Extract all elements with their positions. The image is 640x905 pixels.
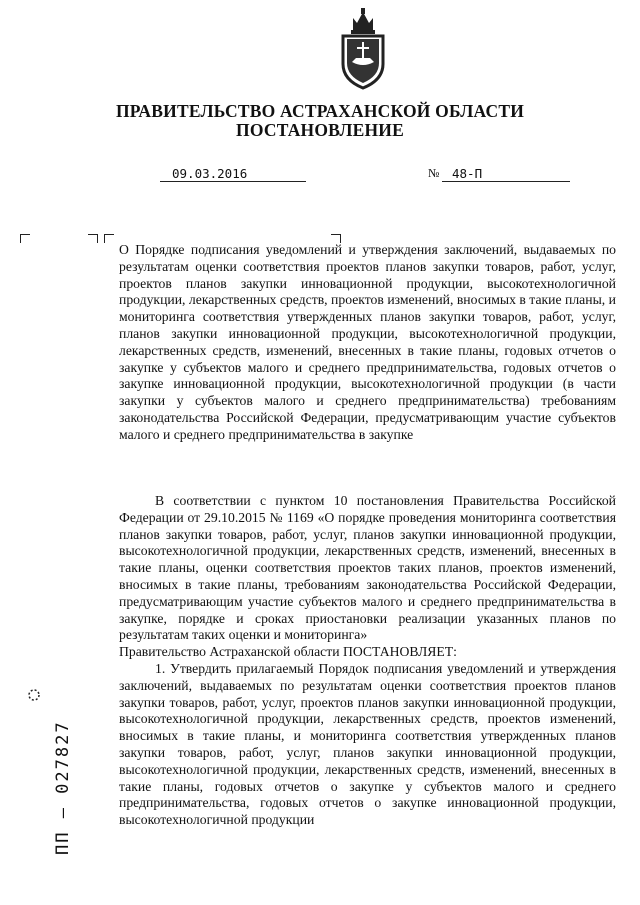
document-type: ПОСТАНОВЛЕНИЕ [236, 120, 404, 140]
item-1-paragraph: 1. Утвердить прилагаемый Порядок подписания уведомлений и утверждения заключений, выдаваемых по результатам оценки соответствия проектов планов закупки товаров, работ, услуг, проектов планов закупки инновационной продукции, высокотехнологичной продукции, лекарственных средств, проектов изменений, вносимых в такие планы, и мониторинга соответствия утвержденных планов закупки товаров, работ, услуг, планов закупки инновационной продукции, высокотехнологичной продукции, лекарственных средств, изменений, внесенных в такие планы, годовых отчетов о закупке у субъектов малого и среднего предпринимательства, годовых отчетов о закупке инновационной продукции, высокотехнологичной продукции [119, 660, 616, 828]
document-title: О Порядке подписания уведомлений и утверждения заключений, выдаваемых по результатам оценки соответствия проектов планов закупки товаров, работ, услуг, проектов планов закупки инновационной продукции, высокотехнологичной продукции, лекарственных средств, проектов изменений, вносимых в такие планы, и мониторинга соответствия утвержденных планов закупки товаров, работ, услуг, планов закупки инновационной продукции, высокотехнологичной продукции, лекарственных средств, изменений, внесенных в такие планы, годовых отчетов о закупке у субъектов малого и среднего предпринимательства, годовых отчетов о закупке инновационной продукции, высокотехнологичной продукции (в части закупки у субъектов малого и среднего предпринимательства) требованиям законодательства Российской Федерации, предусматривающим участие субъектов малого и среднего предпринимательства в закупке [119, 242, 616, 442]
document-body [119, 493, 616, 829]
corner-mark-left-inner [88, 234, 98, 243]
government-name: ПРАВИТЕЛЬСТВО АСТРАХАНСКОЙ ОБЛАСТИ [115, 101, 525, 121]
serial-stamp: ПП – 027827 [53, 720, 73, 855]
number-sign: № [428, 166, 440, 180]
star-mark-icon [27, 688, 41, 702]
corner-mark-title-start [104, 234, 114, 243]
preamble-paragraph: В соответствии с пунктом 10 постановления Правительства Российской Федерации от 29.10.2015 № 1169 «О порядке проведения мониторинга соответствия планов закупки товаров, работ, услуг, планов закупки инновационной продукции, высокотехнологичной продукции, лекарственных средств, изменений, внесенных в такие планы, оценки соответствия проектов таких планов, проектов изменений, вносимых в такие планы, требованиям законодательства Российской Федерации, предусматривающим участие субъектов малого и среднего предпринимательства в закупке, порядке и сроках приостановки реализации указанных планов по результатам таких оценки и мониторинга» [119, 493, 616, 643]
coat-of-arms-emblem [337, 8, 389, 90]
document-number: 48-П [442, 166, 570, 182]
resolution-line: Правительство Астраханской области ПОСТАНОВЛЯЕТ: [119, 644, 457, 660]
document-date: 09.03.2016 [160, 166, 306, 182]
corner-mark-left [20, 234, 30, 243]
